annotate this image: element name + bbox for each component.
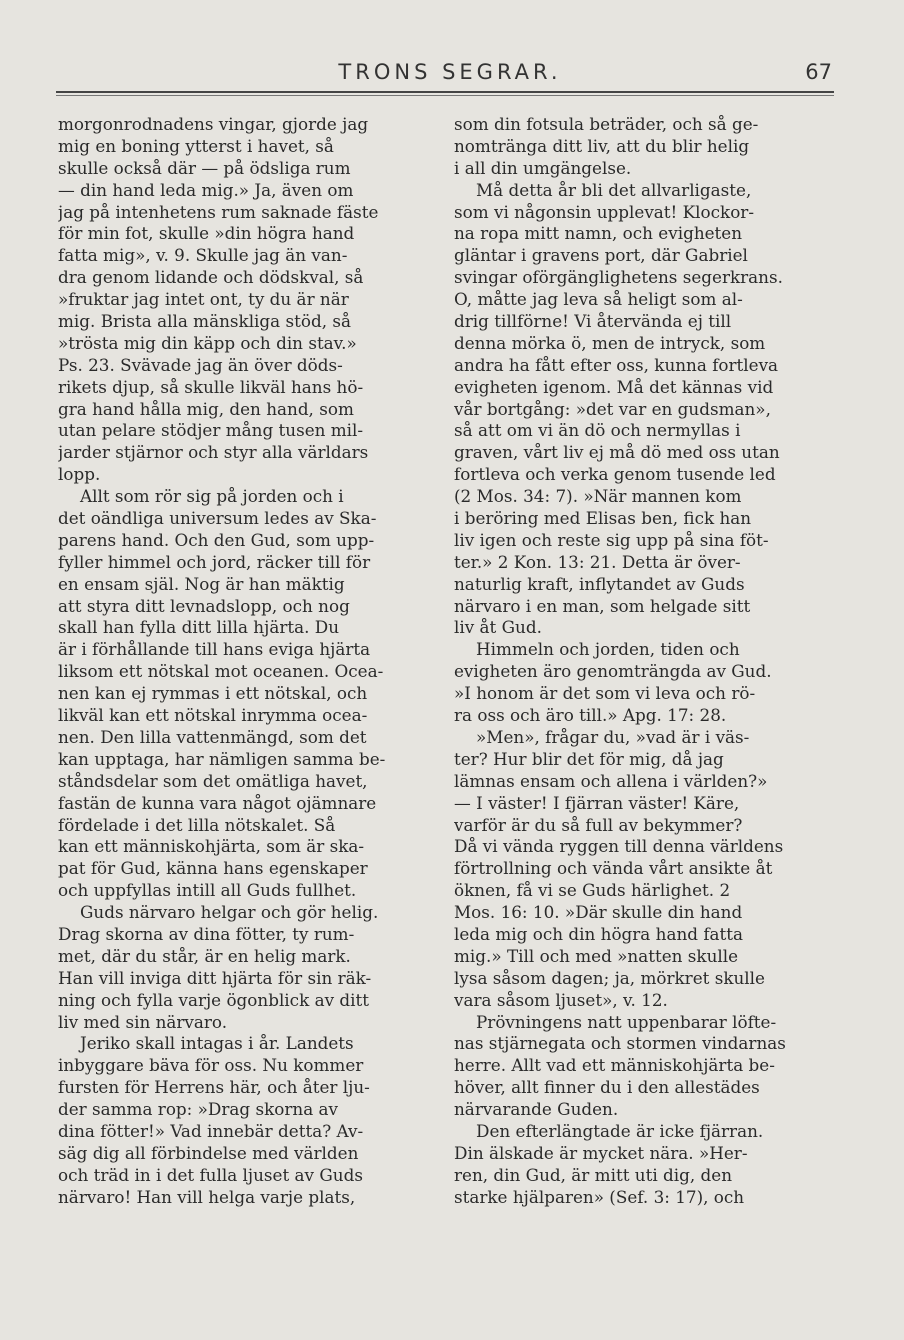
- right-text-column: [454, 114, 826, 1209]
- left-column-line: morgonrodnadens vingar, gjorde jag: [58, 114, 369, 134]
- right-column-line: vår bortgång: »det var en gudsman»,: [454, 398, 771, 419]
- right-column-line: evigheten äro genomträngda av Gud.: [454, 661, 772, 682]
- page-header: [60, 60, 840, 94]
- left-column-line: skall han fylla ditt lilla hjärta. Du: [58, 617, 340, 638]
- right-column-line: drig tillförne! Vi återvända ej till: [454, 311, 732, 332]
- right-column-line: Prövningens natt uppenbarar löfte-: [476, 1011, 777, 1032]
- right-column-line: i all din umgängelse.: [454, 157, 632, 178]
- right-column-line: vara såsom ljuset», v. 12.: [454, 989, 668, 1010]
- right-column-line: höver, allt finner du i den allestädes: [454, 1077, 760, 1098]
- right-column-line: nomtränga ditt liv, att du blir helig: [454, 135, 750, 156]
- left-column-line: inbyggare bäva för oss. Nu kommer: [58, 1055, 364, 1076]
- left-column-line: der samma rop: »Drag skorna av: [58, 1099, 339, 1120]
- left-column-line: att styra ditt levnadslopp, och nog: [58, 595, 350, 616]
- left-column-line: fatta mig», v. 9. Skulle jag än van-: [58, 245, 348, 266]
- right-column-line: närvaro i en man, som helgade sitt: [454, 595, 751, 616]
- left-column-line: Drag skorna av dina fötter, ty rum-: [58, 923, 355, 944]
- left-column-line: skulle också där — på ödsliga rum: [58, 157, 351, 178]
- right-column-line: na ropa mitt namn, och evigheten: [454, 223, 743, 244]
- left-column-line: Allt som rör sig på jorden och i: [80, 486, 344, 507]
- left-column-line: ning och fylla varje ögonblick av ditt: [58, 989, 369, 1010]
- right-column-line: »Men», frågar du, »vad är i väs-: [476, 726, 750, 747]
- left-column-line: fursten för Herrens här, och åter lju-: [58, 1077, 370, 1098]
- left-column-line: och träd in i det fulla ljuset av Guds: [58, 1164, 363, 1185]
- left-column-line: mig. Brista alla mänskliga stöd, så: [58, 311, 351, 332]
- right-column-line: nas stjärnegata och stormen vindarnas: [454, 1033, 786, 1054]
- left-column-line: kan upptaga, har nämligen samma be-: [58, 748, 386, 769]
- left-column-line: Guds närvaro helgar och gör helig.: [80, 902, 379, 923]
- left-column-line: fördelade i det lilla nötskalet. Så: [58, 814, 336, 835]
- right-column-line: denna mörka ö, men de intryck, som: [454, 332, 766, 353]
- right-column-line: ren, din Gud, är mitt uti dig, den: [454, 1164, 733, 1185]
- left-column-line: lopp.: [58, 464, 101, 485]
- left-column-line: Han vill inviga ditt hjärta för sin räk-: [58, 967, 372, 988]
- right-column-line: — I väster! I fjärran väster! Käre,: [454, 792, 740, 813]
- left-column-line: parens hand. Och den Gud, som upp-: [58, 529, 375, 550]
- right-column-line: leda mig och din högra hand fatta: [454, 923, 744, 944]
- left-column-line: likväl kan ett nötskal inrymma ocea-: [58, 705, 368, 726]
- left-column-line: liksom ett nötskal mot oceanen. Ocea-: [58, 661, 384, 682]
- left-column-line: det oändliga universum ledes av Ska-: [58, 508, 377, 529]
- right-column-line: mig.» Till och med »natten skulle: [454, 945, 739, 966]
- right-column-line: så att om vi än dö och nermyllas i: [454, 420, 741, 441]
- right-column-line: liv igen och reste sig upp på sina föt-: [454, 529, 769, 550]
- left-column-line: liv med sin närvaro.: [58, 1011, 228, 1032]
- left-column-line: Jeriko skall intagas i år. Landets: [80, 1033, 354, 1054]
- right-column-line: gläntar i gravens port, där Gabriel: [454, 245, 748, 266]
- right-column-line: Må detta år bli det allvarligaste,: [476, 179, 752, 200]
- left-column-line: fyller himmel och jord, räcker till för: [58, 551, 371, 572]
- right-column-line: varför är du så full av bekymmer?: [454, 814, 743, 835]
- right-column-line: O, måtte jag leva så heligt som al-: [454, 289, 743, 310]
- right-column-line: ter? Hur blir det för mig, då jag: [454, 748, 724, 769]
- left-column-line: ståndsdelar som det omätliga havet,: [58, 770, 368, 791]
- header-rule-thin: [56, 95, 834, 96]
- left-column-line: fastän de kunna vara något ojämnare: [58, 792, 377, 813]
- left-column-line: nen kan ej rymmas i ett nötskal, och: [58, 683, 368, 704]
- right-column-line: som din fotsula beträder, och så ge-: [454, 114, 759, 134]
- page-number: 67: [805, 60, 832, 84]
- right-column-line: Den efterlängtade är icke fjärran.: [476, 1120, 764, 1141]
- right-column-line: närvarande Guden.: [454, 1099, 619, 1120]
- left-column-line: närvaro! Han vill helga varje plats,: [58, 1186, 356, 1207]
- left-column-line: är i förhållande till hans eviga hjärta: [58, 639, 371, 660]
- left-column-line: säg dig all förbindelse med världen: [58, 1142, 359, 1163]
- right-column-line: fortleva och verka genom tusende led: [454, 464, 776, 485]
- right-column-line: Din älskade är mycket nära. »Her-: [454, 1142, 748, 1163]
- right-column-line: ra oss och äro till.» Apg. 17: 28.: [454, 705, 727, 726]
- right-column-line: graven, vårt liv ej må dö med oss utan: [454, 442, 780, 463]
- left-column-line: met, där du står, är en helig mark.: [58, 945, 351, 966]
- right-column-line: »I honom är det som vi leva och rö-: [454, 683, 756, 704]
- right-column-line: ter.» 2 Kon. 13: 21. Detta är över-: [454, 551, 741, 572]
- right-column-line: Mos. 16: 10. »Där skulle din hand: [454, 902, 743, 923]
- right-column-line: andra ha fått efter oss, kunna fortleva: [454, 354, 779, 375]
- left-column-line: »trösta mig din käpp och din stav.»: [58, 332, 357, 353]
- left-column-line: pat för Gud, känna hans egenskaper: [58, 858, 368, 879]
- right-column-line: svingar oförgänglighetens segerkrans.: [454, 267, 783, 288]
- left-text-column: [58, 114, 430, 1209]
- left-column-line: kan ett människohjärta, som är ska-: [58, 836, 365, 857]
- right-column-line: förtrollning och vända vårt ansikte åt: [454, 858, 773, 879]
- right-column-line: evigheten igenom. Må det kännas vid: [454, 376, 774, 397]
- right-column-line: (2 Mos. 34: 7). »När mannen kom: [454, 486, 742, 507]
- left-column-line: och uppfyllas intill all Guds fullhet.: [58, 880, 357, 901]
- right-column-line: öknen, få vi se Guds härlighet. 2: [454, 880, 731, 901]
- left-column-line: Ps. 23. Svävade jag än över döds-: [58, 354, 343, 375]
- right-column-line: Då vi vända ryggen till denna världens: [454, 836, 784, 857]
- left-column-line: mig en boning ytterst i havet, så: [58, 135, 334, 156]
- left-column-line: jarder stjärnor och styr alla världars: [58, 442, 369, 463]
- left-column-line: jag på intenhetens rum saknade fäste: [58, 201, 379, 222]
- left-column-line: nen. Den lilla vattenmängd, som det: [58, 726, 367, 747]
- left-column-line: en ensam själ. Nog är han mäktig: [58, 573, 345, 594]
- right-column-line: herre. Allt vad ett människohjärta be-: [454, 1055, 775, 1076]
- right-column-line: liv åt Gud.: [454, 617, 542, 638]
- right-column-line: starke hjälparen» (Sef. 3: 17), och: [454, 1186, 745, 1207]
- right-column-line: naturlig kraft, inflytandet av Guds: [454, 573, 745, 594]
- left-column-line: utan pelare stödjer mång tusen mil-: [58, 420, 364, 441]
- right-column-line: lysa såsom dagen; ja, mörkret skulle: [454, 967, 765, 988]
- right-column-line: Himmeln och jorden, tiden och: [476, 639, 740, 660]
- right-column-line: som vi någonsin upplevat! Klockor-: [454, 201, 754, 222]
- left-column-line: för min fot, skulle »din högra hand: [58, 223, 355, 244]
- left-column-line: »fruktar jag intet ont, ty du är när: [58, 289, 349, 310]
- left-column-line: dina fötter!» Vad innebär detta? Av-: [58, 1120, 364, 1141]
- left-column-line: — din hand leda mig.» Ja, även om: [58, 179, 354, 200]
- left-column-line: dra genom lidande och dödskval, så: [58, 267, 364, 288]
- right-column-line: lämnas ensam och allena i världen?»: [454, 770, 768, 791]
- left-column-line: rikets djup, så skulle likväl hans hö-: [58, 376, 364, 397]
- left-column-line: gra hand hålla mig, den hand, som: [58, 398, 354, 419]
- header-rule: [56, 91, 834, 93]
- running-title: TRONS SEGRAR.: [338, 60, 562, 84]
- right-column-line: i beröring med Elisas ben, fick han: [454, 508, 752, 529]
